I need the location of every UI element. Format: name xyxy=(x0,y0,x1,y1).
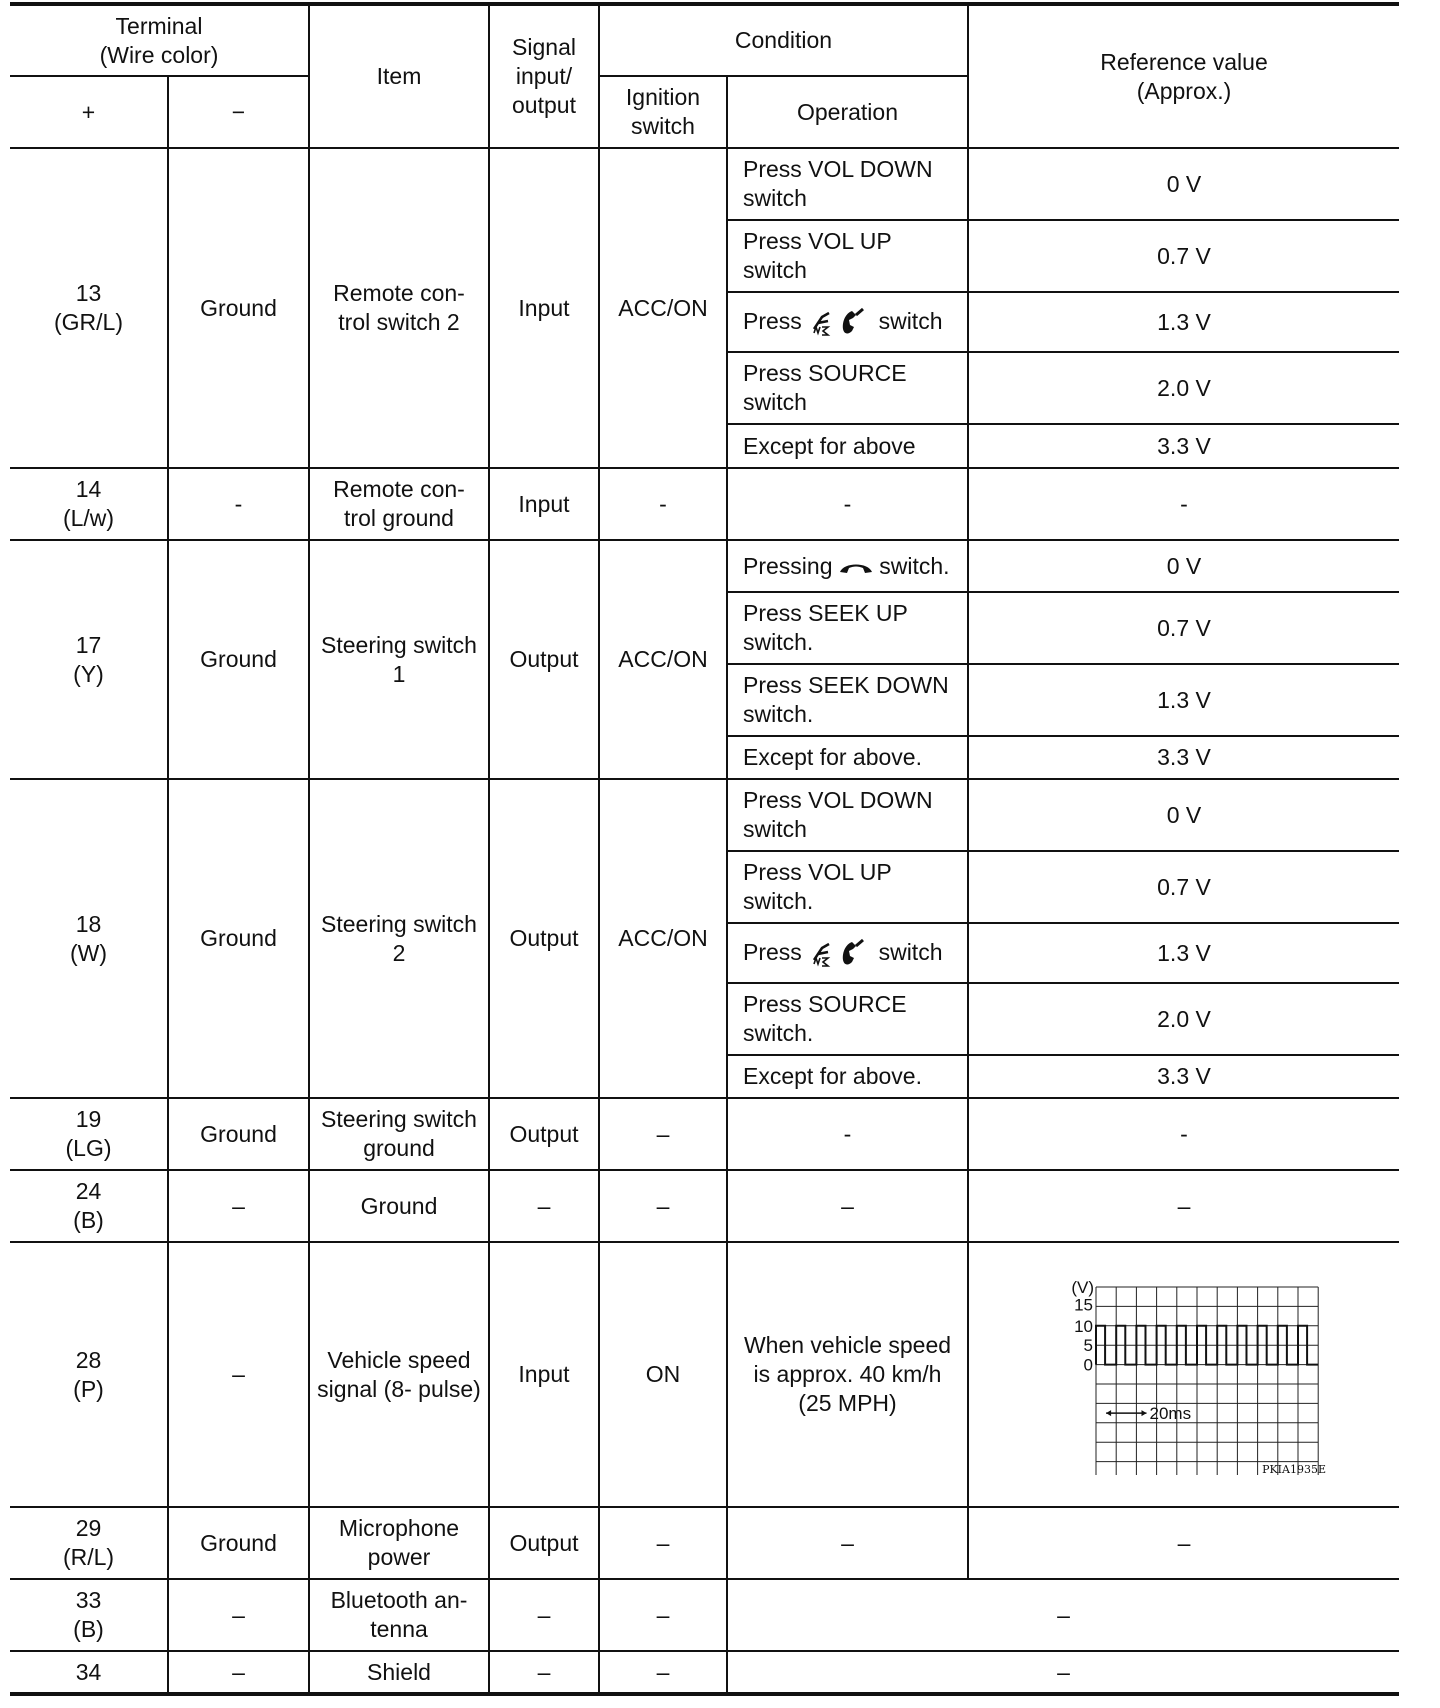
operation-text: Press xyxy=(743,307,802,334)
minus-terminal: – xyxy=(168,1579,309,1651)
operation xyxy=(727,923,968,983)
minus-terminal: Ground xyxy=(168,1507,309,1579)
header-signal: Signal input/ output xyxy=(489,4,599,148)
reference-value: 0 V xyxy=(968,148,1399,220)
header-condition: Condition xyxy=(599,4,968,76)
terminal-number xyxy=(10,1651,168,1694)
item-name: Vehicle speed signal (8- pulse) xyxy=(309,1242,489,1507)
terminal-number-text: 33 xyxy=(75,1587,102,1613)
wire-color: (R/L) xyxy=(62,1544,115,1570)
header-terminal xyxy=(10,4,309,76)
header-reference xyxy=(968,4,1399,148)
minus-terminal: – xyxy=(168,1651,309,1694)
operation-reference-merged: – xyxy=(727,1651,1399,1694)
operation-suffix: switch xyxy=(878,938,943,965)
waveform-y-tick: 5 xyxy=(1083,1335,1093,1355)
signal-direction: Output xyxy=(489,1507,599,1579)
operation-text: Press xyxy=(743,938,802,965)
terminal-number-text: 34 xyxy=(75,1658,102,1685)
waveform-grid xyxy=(1096,1287,1318,1475)
item-name: Steering switch ground xyxy=(309,1098,489,1170)
reference-value: 0.7 V xyxy=(968,851,1399,923)
operation-suffix: switch xyxy=(878,307,943,334)
terminal-number-text: 24 xyxy=(75,1178,102,1204)
voice-phone-icon xyxy=(808,938,872,968)
table-row xyxy=(10,1507,1399,1579)
operation xyxy=(727,664,968,736)
reference-value: 0 V xyxy=(968,779,1399,851)
operation-text: Press VOL DOWN switch xyxy=(743,156,933,211)
minus-terminal: - xyxy=(168,468,309,540)
reference-value: 3.3 V xyxy=(968,1055,1399,1098)
terminal-number xyxy=(10,1242,168,1507)
wire-color: (W) xyxy=(69,939,108,966)
item-name: Remote con- trol switch 2 xyxy=(309,148,489,468)
header-minus: − xyxy=(168,76,309,148)
signal-direction: Input xyxy=(489,1242,599,1507)
operation: When vehicle speed is approx. 40 km/h (25 MPH) xyxy=(727,1242,968,1507)
waveform-y-tick: 0 xyxy=(1083,1355,1093,1375)
table-row xyxy=(10,1579,1399,1651)
waveform-ref-code: PKIA1935E xyxy=(1262,1462,1326,1475)
operation xyxy=(727,540,968,592)
item-name: Shield xyxy=(309,1651,489,1694)
reference-value: 3.3 V xyxy=(968,736,1399,779)
operation-text: Press VOL UP switch xyxy=(743,228,892,283)
terminal-number xyxy=(10,779,168,1098)
ignition-switch: ACC/ON xyxy=(599,540,727,779)
wire-color: (B) xyxy=(73,1616,104,1642)
header-operation: Operation xyxy=(727,76,968,148)
header-plus: + xyxy=(10,76,168,148)
table-row xyxy=(10,1651,1399,1694)
operation-text: Press VOL UP switch. xyxy=(743,859,892,914)
header-ignition: Ignition switch xyxy=(599,76,727,148)
operation xyxy=(727,779,968,851)
terminal-number xyxy=(10,1579,168,1651)
reference-value: 3.3 V xyxy=(968,424,1399,468)
operation-text: Press SEEK DOWN switch. xyxy=(743,672,949,727)
wire-color: (P) xyxy=(73,1375,104,1402)
operation xyxy=(727,220,968,292)
operation xyxy=(727,851,968,923)
operation xyxy=(727,1055,968,1098)
operation-text: Except for above. xyxy=(743,1063,922,1089)
reference-value: - xyxy=(968,468,1399,540)
operation xyxy=(727,736,968,779)
reference-value: 0 V xyxy=(968,540,1399,592)
ignition-switch: ON xyxy=(599,1242,727,1507)
ignition-switch: – xyxy=(599,1579,727,1651)
reference-value: 2.0 V xyxy=(968,352,1399,424)
terminal-number xyxy=(10,1170,168,1242)
item-name: Microphone power xyxy=(309,1507,489,1579)
ignition-switch: – xyxy=(599,1507,727,1579)
terminal-number xyxy=(10,540,168,779)
operation: - xyxy=(727,1098,968,1170)
minus-terminal: Ground xyxy=(168,148,309,468)
table-row xyxy=(10,1098,1399,1170)
hang-up-icon xyxy=(839,559,873,575)
minus-terminal: – xyxy=(168,1242,309,1507)
table-row xyxy=(10,540,1399,592)
operation xyxy=(727,292,968,352)
signal-direction: Input xyxy=(489,148,599,468)
reference-value: – xyxy=(968,1507,1399,1579)
item-name: Steering switch 1 xyxy=(309,540,489,779)
header-terminal-label: Terminal xyxy=(115,12,203,39)
header-reference-label: Reference value xyxy=(1100,48,1268,75)
reference-value: 1.3 V xyxy=(968,923,1399,983)
waveform-y-unit: (V) xyxy=(1071,1277,1094,1297)
wire-color: (LG) xyxy=(65,1135,112,1161)
signal-direction: Output xyxy=(489,540,599,779)
operation xyxy=(727,424,968,468)
item-name: Remote con- trol ground xyxy=(309,468,489,540)
operation-reference-merged: – xyxy=(727,1579,1399,1651)
terminal-number-text: 14 xyxy=(75,476,102,502)
operation-text: Except for above xyxy=(743,432,916,459)
ignition-switch: - xyxy=(599,468,727,540)
operation-text: Except for above. xyxy=(743,744,922,770)
operation xyxy=(727,592,968,664)
signal-direction: – xyxy=(489,1170,599,1242)
minus-terminal: Ground xyxy=(168,540,309,779)
terminal-number-text: 18 xyxy=(75,910,102,937)
operation: - xyxy=(727,468,968,540)
operation-text: Press SOURCE switch. xyxy=(743,991,907,1046)
signal-direction: – xyxy=(489,1579,599,1651)
ignition-switch: – xyxy=(599,1651,727,1694)
reference-value: 1.3 V xyxy=(968,292,1399,352)
item-name: Steering switch 2 xyxy=(309,779,489,1098)
reference-value: - xyxy=(968,1098,1399,1170)
table-row xyxy=(10,779,1399,851)
signal-direction: Input xyxy=(489,468,599,540)
waveform-time-label: 20ms xyxy=(1149,1403,1192,1423)
operation xyxy=(727,148,968,220)
terminal-number xyxy=(10,1098,168,1170)
terminal-number-text: 17 xyxy=(75,631,102,658)
signal-direction: Output xyxy=(489,1098,599,1170)
ignition-switch: – xyxy=(599,1170,727,1242)
table-row xyxy=(10,148,1399,220)
terminal-number xyxy=(10,1507,168,1579)
operation xyxy=(727,983,968,1055)
terminal-number-text: 13 xyxy=(75,280,102,306)
voice-phone-icon xyxy=(808,307,872,337)
operation: – xyxy=(727,1507,968,1579)
waveform-y-tick: 15 xyxy=(1074,1294,1093,1314)
ignition-switch: ACC/ON xyxy=(599,779,727,1098)
terminal-spec-table xyxy=(10,2,1399,1696)
header-wire-color: (Wire color) xyxy=(99,41,219,68)
minus-terminal: Ground xyxy=(168,1098,309,1170)
wire-color: (L/w) xyxy=(62,505,115,531)
ignition-switch: ACC/ON xyxy=(599,148,727,468)
reference-value: 1.3 V xyxy=(968,664,1399,736)
terminal-number xyxy=(10,148,168,468)
ignition-switch: – xyxy=(599,1098,727,1170)
terminal-number-text: 29 xyxy=(75,1515,102,1541)
signal-direction: – xyxy=(489,1651,599,1694)
reference-value: – xyxy=(968,1170,1399,1242)
waveform-cell xyxy=(968,1242,1399,1507)
minus-terminal: Ground xyxy=(168,779,309,1098)
terminal-number xyxy=(10,468,168,540)
operation-suffix: switch. xyxy=(879,552,950,579)
wire-color: (Y) xyxy=(73,660,104,687)
reference-value: 2.0 V xyxy=(968,983,1399,1055)
header-approx: (Approx.) xyxy=(1136,77,1232,104)
signal-direction: Output xyxy=(489,779,599,1098)
table-row xyxy=(10,1170,1399,1242)
table-row xyxy=(10,468,1399,540)
wire-color: (GR/L) xyxy=(54,309,123,335)
operation xyxy=(727,352,968,424)
vehicle-speed-waveform xyxy=(1034,1275,1334,1475)
operation-text: Pressing xyxy=(743,552,833,579)
table-row xyxy=(10,1242,1399,1507)
item-name: Bluetooth an- tenna xyxy=(309,1579,489,1651)
minus-terminal: – xyxy=(168,1170,309,1242)
operation-text: Press SEEK UP switch. xyxy=(743,600,908,655)
terminal-number-text: 28 xyxy=(75,1346,102,1373)
item-name: Ground xyxy=(309,1170,489,1242)
reference-value: 0.7 V xyxy=(968,220,1399,292)
reference-value: 0.7 V xyxy=(968,592,1399,664)
terminal-number-text: 19 xyxy=(75,1106,102,1132)
operation-text: Press SOURCE switch xyxy=(743,360,907,415)
waveform-y-tick: 10 xyxy=(1074,1316,1093,1336)
wire-color: (B) xyxy=(73,1207,104,1233)
header-item: Item xyxy=(309,4,489,148)
operation-text: Press VOL DOWN switch xyxy=(743,787,933,842)
operation: – xyxy=(727,1170,968,1242)
